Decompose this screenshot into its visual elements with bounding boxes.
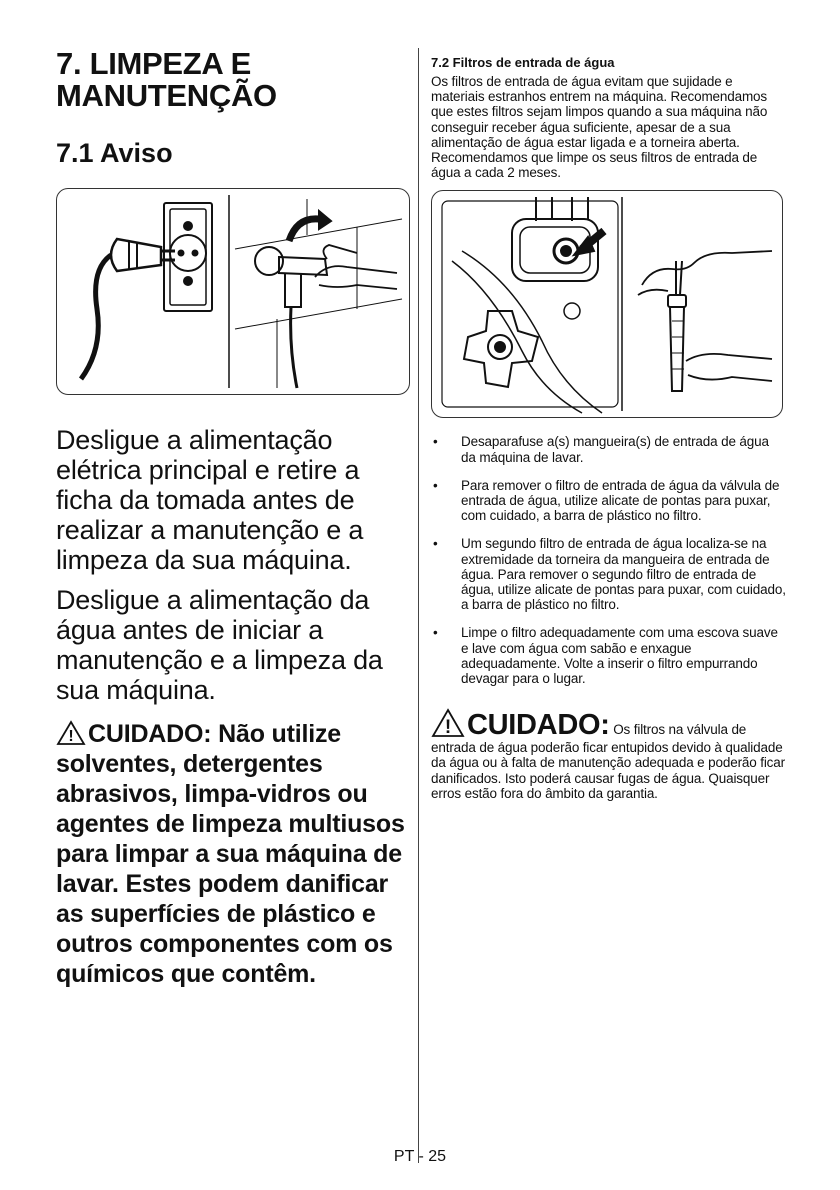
figure-unplug-and-close-tap (56, 188, 410, 395)
list-item: • Limpe o filtro adequadamente com uma escova suave e lave com água com sabão e enxague adequadamente. Volte a inserir o filtro empurrando devagar para o lugar. (431, 625, 787, 686)
caution-filters-text: Os filtros na válvula de entrada de água poderão ficar entupidos devido à qualidade da água ou à falta de manutenção adequada e poderão ficar danificados. Isto poderá causar fugas de água. Quaisquer erros estão fora do âmbito da garantia. (431, 722, 785, 801)
filter-steps-list (431, 434, 787, 686)
water-warning-text: Desligue a alimentação da água antes de iniciar a manutenção e a limpeza da sua máquina. (56, 585, 383, 705)
figure-inlet-filters (431, 190, 783, 418)
caution-chemicals (56, 719, 408, 989)
list-item: • Um segundo filtro de entrada de água localiza-se na extremidade da torneira da mangueira de entrada de água. Para remover o segundo filtro de entrada de água, utilize alicate de pontas para puxar, com cuidado, a barra de plástico no filtro. (431, 536, 787, 612)
left-column (56, 48, 408, 989)
list-item: • Desaparafuse a(s) mangueira(s) de entrada de água da máquina de lavar. (431, 434, 787, 464)
subsection-title: 7.2 Filtros de entrada de água (431, 55, 615, 70)
chapter-title: 7. LIMPEZA E MANUTENÇÃO (56, 46, 277, 113)
list-item: • Para remover o filtro de entrada de água da válvula de entrada de água, utilize alicate de pontas para puxar, com cuidado, a barra de plástico no filtro. (431, 478, 787, 524)
caution-filters (431, 708, 787, 801)
page-number: PT - 25 (393, 1148, 447, 1165)
warning-triangle-icon (431, 708, 465, 738)
column-divider (418, 48, 419, 1163)
filters-intro-text: Os filtros de entrada de água evitam que sujidade e materiais estranhos entrem na máquina. Recomendamos que estes filtros sejam limpos quando a sua máquina não conseguir receber água suficiente, apesar de a sua alimentação de água estar ligada e a torneira aberta. Recomendamos que limpe os seus filtros de entrada de água a cada 2 meses. (431, 74, 768, 181)
right-column (431, 55, 787, 801)
caution-chemicals-text: CUIDADO: Não utilize solventes, detergentes abrasivos, limpa-vidros ou agentes de limpeza multiusos para limpar a sua máquina de lavar. Estes podem danificar as superfícies de plástico e outros componentes com os químicos que contêm. (56, 720, 405, 988)
inlet-filter-illustration (432, 191, 782, 417)
section-title: 7.1 Aviso (56, 138, 173, 168)
warning-triangle-icon (56, 720, 86, 746)
power-warning-text: Desligue a alimentação elétrica principal e retire a ficha da tomada antes de realizar a manutenção e a limpeza da sua máquina. (56, 425, 364, 575)
unplug-and-tap-illustration (57, 189, 409, 394)
svg-text:!: ! (444, 717, 452, 739)
svg-text:!: ! (68, 728, 74, 745)
caution-filters-lead: CUIDADO: (467, 709, 610, 742)
